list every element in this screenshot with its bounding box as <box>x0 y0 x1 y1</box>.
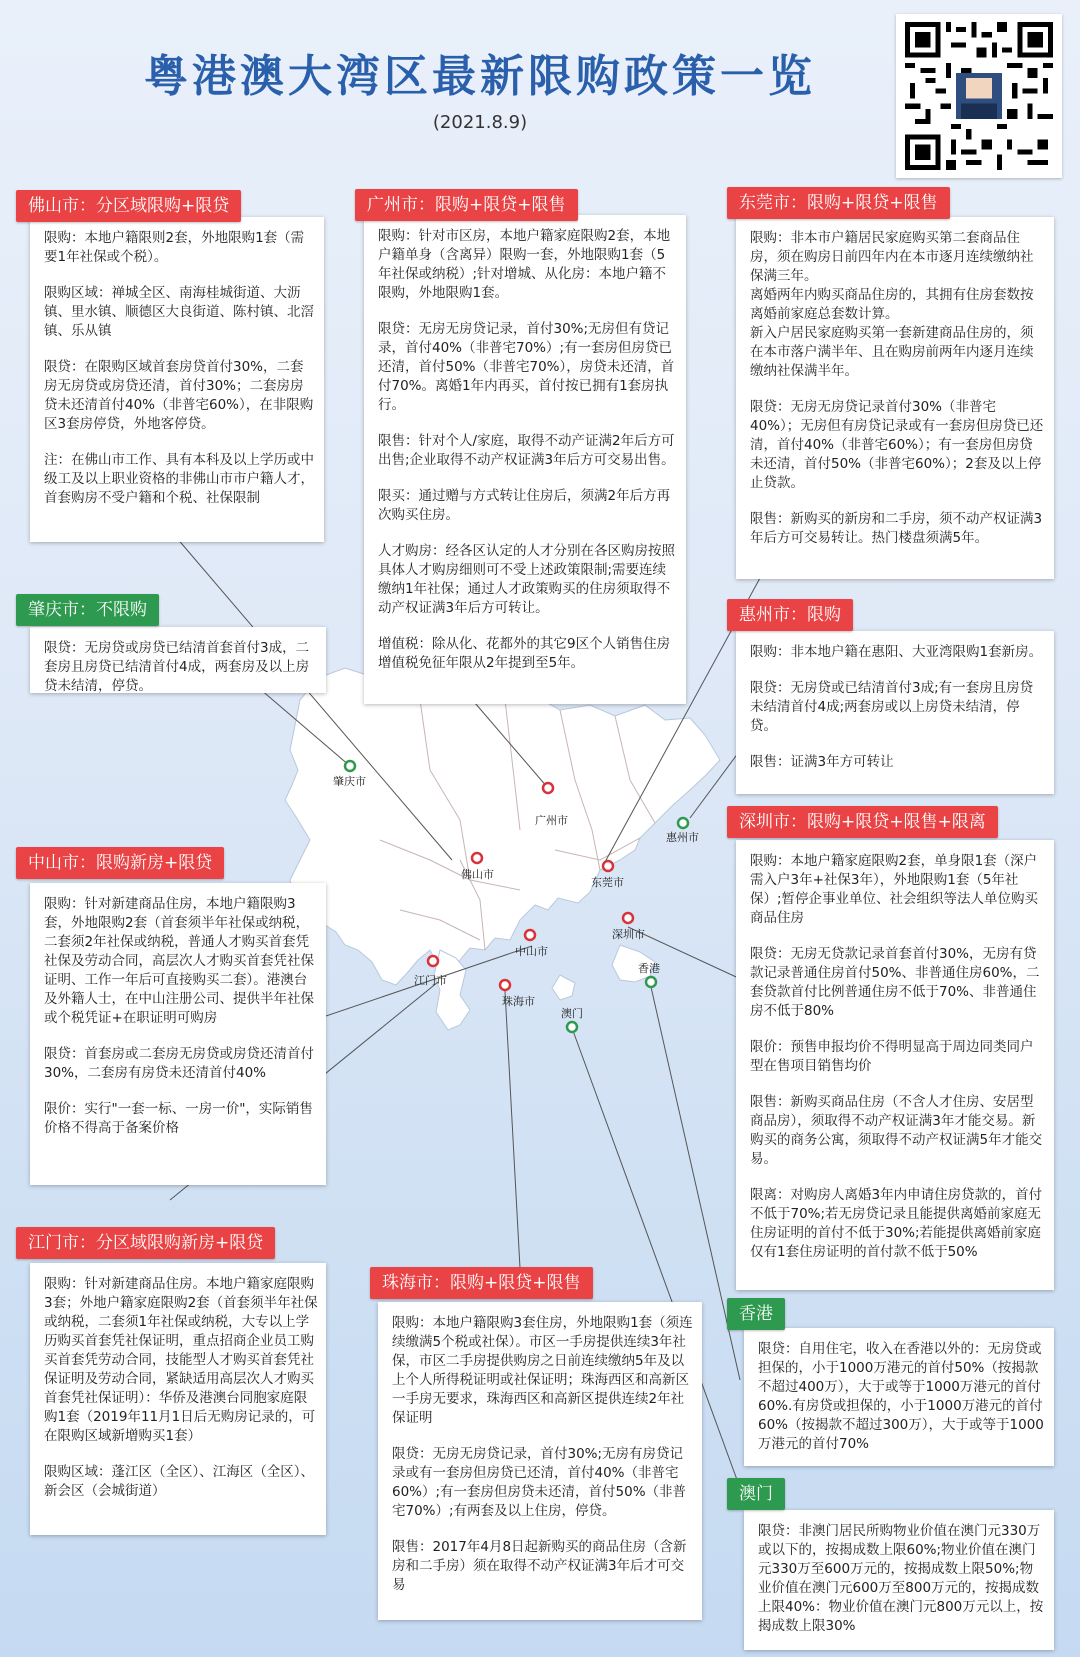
card-guangzhou <box>364 215 686 704</box>
map-label-macau: 澳门 <box>561 1007 583 1020</box>
map-label-zhongshan: 中山市 <box>515 945 548 958</box>
zhongshan-para-3: 限价：实行"一套一标、一房一价"，实际销售价格不得高于备案价格 <box>44 1101 313 1136</box>
map-label-shenzhen: 深圳市 <box>612 928 645 941</box>
tag-jiangmen: 江门市：分区域限购新房+限贷 <box>16 1227 275 1259</box>
map-label-huizhou: 惠州市 <box>666 831 699 844</box>
zhaoqing-para-1: 限贷：无房贷或房贷已结清首套首付3成，二套房且房贷已结清首付4成，两套房及以上房贷未结清，停贷。 <box>44 640 310 694</box>
marker-guangzhou <box>543 783 553 793</box>
card-huizhou <box>736 631 1054 794</box>
zhongshan-para-1: 限购：针对新建商品住房，本地户籍限购3套，外地限购2套（首套须半年社保或纳税，二套须2年社保或纳税，普通人才购买首套凭社保及劳动合同，高层次人才购买首套凭社保证明、工作一年后可直接购买二套）。港澳台及外籍人士，在中山注册公司、提供半年社保或个税凭证+在职证明可购房 <box>44 896 314 1026</box>
tag-macau: 澳门 <box>727 1478 785 1510</box>
guangzhou-para-5: 人才购房：经各区认定的人才分别在各区购房按照具体人才购房细则可不受上述政策限制;需要连续缴纳1年社保；通过人才政策购买的住房须取得不动产权证满3年后方可转让。 <box>378 543 675 616</box>
huizhou-para-2: 限贷：无房贷或已结清首付3成;有一套房且房贷未结清首付4成;两套房或以上房贷未结清，停贷。 <box>750 680 1034 734</box>
shenzhen-para-4: 限售：新购买商品住房（不含人才住房、安居型商品房），须取得不动产权证满3年才能交易。新购买的商务公寓，须取得不动产权证满5年才能交易。 <box>750 1094 1043 1167</box>
marker-hongkong <box>646 977 656 987</box>
guangzhou-para-2: 限贷：无房无房贷记录，首付30%;无房但有贷记录，首付40%（非普宅70%）;有一套房但房贷已还清，首付50%（非普宅70%），房贷未还清，首付70%。离婚1年内再买，首付按已拥有1套房执行。 <box>378 321 675 413</box>
card-dongguan <box>736 217 1054 579</box>
macau-para-1: 限贷：非澳门居民所购物业价值在澳门元330万或以下的，按揭成数上限60%;物业价值在澳门元330万至600万元的，按揭成数上限50%;物业价值在澳门元600万至800万元的，按揭成数上限40%：物业价值在澳门元800万元以上，按揭成数上限30% <box>758 1523 1044 1634</box>
shenzhen-para-3: 限价：预售申报均价不得明显高于周边同类同户型在售项目销售均价 <box>750 1039 1034 1074</box>
marker-macau <box>567 1022 577 1032</box>
map-label-hongkong: 香港 <box>638 962 660 975</box>
page-date: (2021.8.9) <box>432 112 528 133</box>
tag-zhuhai: 珠海市：限购+限贷+限售 <box>370 1267 593 1299</box>
card-zhaoqing <box>30 627 326 693</box>
shenzhen-para-2: 限贷：无房无贷款记录首套首付30%，无房有贷款记录普通住房首付50%、非普通住房60%，二套贷款首付比例普通住房不低于70%、非普通住房不低于80% <box>750 946 1040 1019</box>
tag-foshan: 佛山市：分区域限购+限贷 <box>16 190 241 222</box>
marker-shenzhen <box>623 913 633 923</box>
card-zhongshan <box>30 883 326 1185</box>
foshan-para-4: 注：在佛山市工作、具有本科及以上学历或中级工及以上职业资格的非佛山市市户籍人才，首套购房不受户籍和个税、社保限制 <box>44 452 314 506</box>
card-foshan <box>30 217 324 542</box>
dongguan-para-1: 限购：非本市户籍居民家庭购买第二套商品住房，须在购房日前四年内在本市逐月连续缴纳社保满三年。 离婚两年内购买商品住房的，其拥有住房套数按离婚前家庭总套数计算。 新入户居民家庭购买第一套新建商品住房的，须在本市落户满半年、且在购房前两年内逐月连续缴纳社保满半年。 <box>750 230 1034 379</box>
marker-zhaoqing <box>345 761 355 771</box>
zhuhai-para-3: 限售：2017年4月8日起新购买的商品住房（含新房和二手房）须在取得不动产权证满3年后才可交易 <box>392 1539 687 1593</box>
tag-huizhou: 惠州市：限购 <box>727 599 853 631</box>
map-label-zhuhai: 珠海市 <box>502 995 535 1008</box>
marker-huizhou <box>678 818 688 828</box>
zhuhai-para-2: 限贷：无房无房贷记录，首付30%;无房有房贷记录或有一套房但房贷已还清，首付40%（非普宅60%）;有一套房但房贷未还清，首付50%（非普宅70%）;有两套及以上住房，停贷。 <box>392 1446 687 1519</box>
shenzhen-para-1: 限购：本地户籍家庭限购2套，单身限1套（深户需入户3年+社保3年），外地限购1套（5年社保）;暂停企事业单位、社会组织等法人单位购买商品住房 <box>750 853 1039 926</box>
marker-foshan <box>472 853 482 863</box>
shenzhen-para-5: 限离：对购房人离婚3年内申请住房贷款的，首付不低于70%;若无房贷记录且能提供离婚前家庭无住房证明的首付不低于30%;若能提供离婚前家庭仅有1套住房证明的首付款不低于50% <box>750 1187 1043 1260</box>
jiangmen-para-2: 限购区域：蓬江区（全区）、江海区（全区）、新会区（会城街道） <box>44 1464 314 1499</box>
marker-jiangmen <box>428 956 438 966</box>
zhuhai-para-1: 限购：本地户籍限购3套住房，外地限购1套（须连续缴满5个税或社保）。市区一手房提供连续3年社保，市区二手房提供购房之日前连续缴纳5年及以上个人所得税证明或社保证明；珠海西区和高新区一手房无要求，珠海西区和高新区提供连续2年社保证明 <box>392 1315 693 1426</box>
card-macau <box>744 1510 1054 1650</box>
tag-shenzhen: 深圳市：限购+限贷+限售+限离 <box>727 806 998 838</box>
dongguan-para-3: 限售：新购买的新房和二手房，须不动产权证满3年后方可交易转让。热门楼盘须满5年。 <box>750 511 1043 546</box>
guangzhou-para-6: 增值税：除从化、花都外的其它9区个人销售住房增值税免征年限从2年提到至5年。 <box>378 636 671 671</box>
page-title: 粤港澳大湾区最新限购政策一览 <box>144 51 816 102</box>
marker-zhuhai <box>500 980 510 990</box>
tag-hongkong: 香港 <box>727 1298 785 1330</box>
marker-zhongshan <box>525 930 535 940</box>
marker-dongguan <box>603 861 613 871</box>
map-label-jiangmen: 江门市 <box>414 974 447 987</box>
guangzhou-para-1: 限购：针对市区房，本地户籍家庭限购2套，本地户籍单身（含离异）限购一套，外地限购1套（5年社保或纳税）;针对增城、从化房：本地户籍不限购，外地限购1套。 <box>378 228 671 301</box>
tag-zhaoqing: 肇庆市：不限购 <box>16 594 159 626</box>
dongguan-para-2: 限贷：无房无房贷记录首付30%（非普宅40%）；无房但有房贷记录或有一套房但房贷已还清，首付40%（非普宅60%）；有一套房但房贷未还清，首付50%（非普宅60%）；2套及以上停止贷款。 <box>750 399 1044 491</box>
tag-dongguan: 东莞市：限购+限贷+限售 <box>727 187 950 219</box>
card-zhuhai <box>378 1302 702 1620</box>
card-shenzhen <box>736 840 1054 1290</box>
huizhou-para-1: 限购：非本地户籍在惠阳、大亚湾限购1套新房。 <box>750 644 1043 660</box>
huizhou-para-3: 限售：证满3年方可转让 <box>750 754 894 770</box>
tag-zhongshan: 中山市：限购新房+限贷 <box>16 847 224 879</box>
guangzhou-para-3: 限售：针对个人/家庭，取得不动产证满2年后方可出售;企业取得不动产权证满3年后方可交易出售。 <box>378 433 675 468</box>
foshan-para-2: 限购区域：禅城全区、南海桂城街道、大沥镇、里水镇、顺德区大良街道、陈村镇、北滘镇、乐从镇 <box>44 285 314 339</box>
map-label-foshan: 佛山市 <box>461 868 494 881</box>
card-hongkong <box>744 1328 1054 1466</box>
map-label-zhaoqing: 肇庆市 <box>333 775 366 788</box>
foshan-para-1: 限购：本地户籍限则2套，外地限购1套（需要1年社保或个税）。 <box>44 230 305 265</box>
jiangmen-para-1: 限购：针对新建商品住房。本地户籍家庭限购3套；外地户籍家庭限购2套（首套须半年社保或纳税，二套须1年社保或纳税，大专以上学历购买首套凭社保证明，重点招商企业员工购买首套凭劳动合同，技能型人才购买首套凭社保证明及劳动合同，紧缺适用高层次人才购买首套凭社保证明）：华侨及港澳台同胞家庭限购1套（2019年11月1日后无购房记录的，可在限购区域新增购买1套） <box>44 1276 318 1444</box>
tag-guangzhou: 广州市：限购+限贷+限售 <box>355 189 578 221</box>
zhongshan-para-2: 限贷：首套房或二套房无房贷或房贷还清首付30%，二套房有房贷未还清首付40% <box>44 1046 314 1081</box>
guangzhou-para-4: 限买：通过赠与方式转让住房后，须满2年后方再次购买住房。 <box>378 488 671 523</box>
map-label-guangzhou: 广州市 <box>535 814 568 827</box>
hongkong-para-1: 限贷：自用住宅，收入在香港以外的：无房贷或担保的，小于1000万港元的首付50%（按揭款不超过400万），大于或等于1000万港元的首付60%.有房贷或担保的，小于1000万港元的首付60%（按揭款不超过300万），大于或等于1000万港元的首付70% <box>758 1341 1044 1452</box>
foshan-para-3: 限贷：在限购区域首套房贷首付30%，二套房无房贷或房贷还清，首付30%；二套房房贷未还清首付40%（非普宅60%），在非限购区3套房停贷，外地客停贷。 <box>44 359 314 432</box>
card-jiangmen <box>30 1263 326 1535</box>
map-label-dongguan: 东莞市 <box>591 876 624 889</box>
